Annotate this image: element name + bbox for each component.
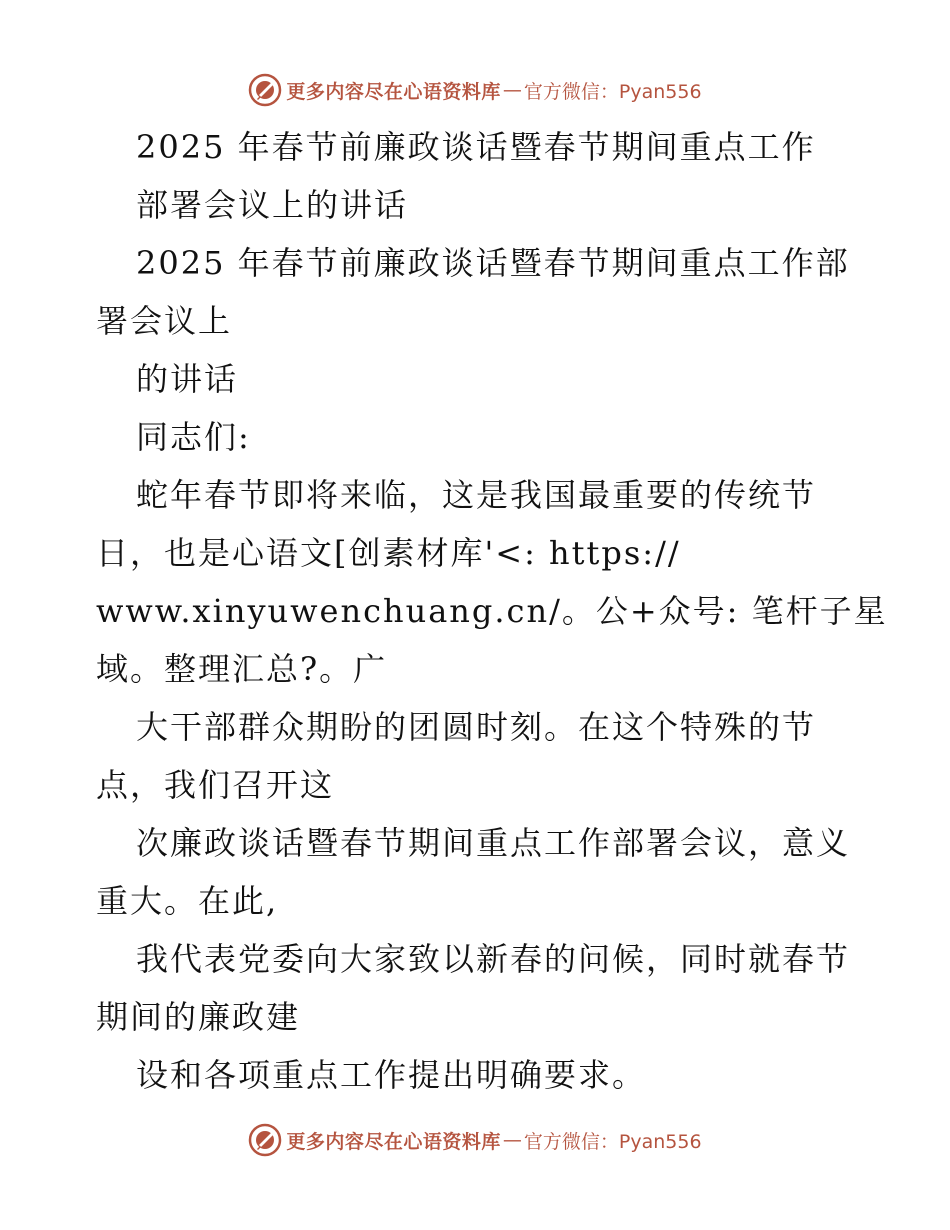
paragraph-line: 2025 年春节前廉政谈话暨春节期间重点工作部 xyxy=(136,244,850,282)
paragraph-line: 设和各项重点工作提出明确要求。 xyxy=(136,1056,647,1094)
brand-logo-icon xyxy=(248,73,282,107)
banner-separator: — xyxy=(502,1129,522,1151)
paragraph-line: 点，我们召开这 xyxy=(96,766,335,804)
paragraph-line: 署会议上 xyxy=(96,302,233,340)
title-line: 2025 年春节前廉政谈话暨春节期间重点工作 xyxy=(136,128,816,166)
paragraph-line: 大干部群众期盼的团圆时刻。在这个特殊的节 xyxy=(136,708,817,746)
paragraph-line: 日，也是心语文[创素材库'<: https:// xyxy=(96,534,681,572)
banner-text: 更多内容尽在心语资料库 xyxy=(286,1130,501,1153)
paragraph-line: 蛇年春节即将来临，这是我国最重要的传统节 xyxy=(136,476,817,514)
banner-wechat: 官方微信：Pyan556 xyxy=(523,80,702,103)
paragraph-line: 我代表党委向大家致以新春的问候，同时就春节 xyxy=(136,940,851,978)
paragraph-line: 的讲话 xyxy=(136,360,239,398)
banner-separator: — xyxy=(502,79,522,101)
paragraph-line: 期间的廉政建 xyxy=(96,998,301,1036)
title-line: 部署会议上的讲话 xyxy=(136,186,409,224)
footer-banner xyxy=(0,1120,950,1160)
header-banner xyxy=(0,70,950,110)
brand-logo-icon xyxy=(248,1123,282,1157)
banner-text: 更多内容尽在心语资料库 xyxy=(286,80,501,103)
document-body xyxy=(96,118,888,1104)
banner-wechat: 官方微信：Pyan556 xyxy=(523,1130,702,1153)
salutation-line: 同志们: xyxy=(136,418,251,456)
paragraph-line: 重大。在此, xyxy=(96,882,279,920)
paragraph-line: www.xinyuwenchuang.cn/。公+众号: 笔杆子星 xyxy=(96,592,888,630)
paragraph-line: 域。整理汇总?。广 xyxy=(96,650,388,688)
paragraph-line: 次廉政谈话暨春节期间重点工作部署会议，意义 xyxy=(136,824,851,862)
